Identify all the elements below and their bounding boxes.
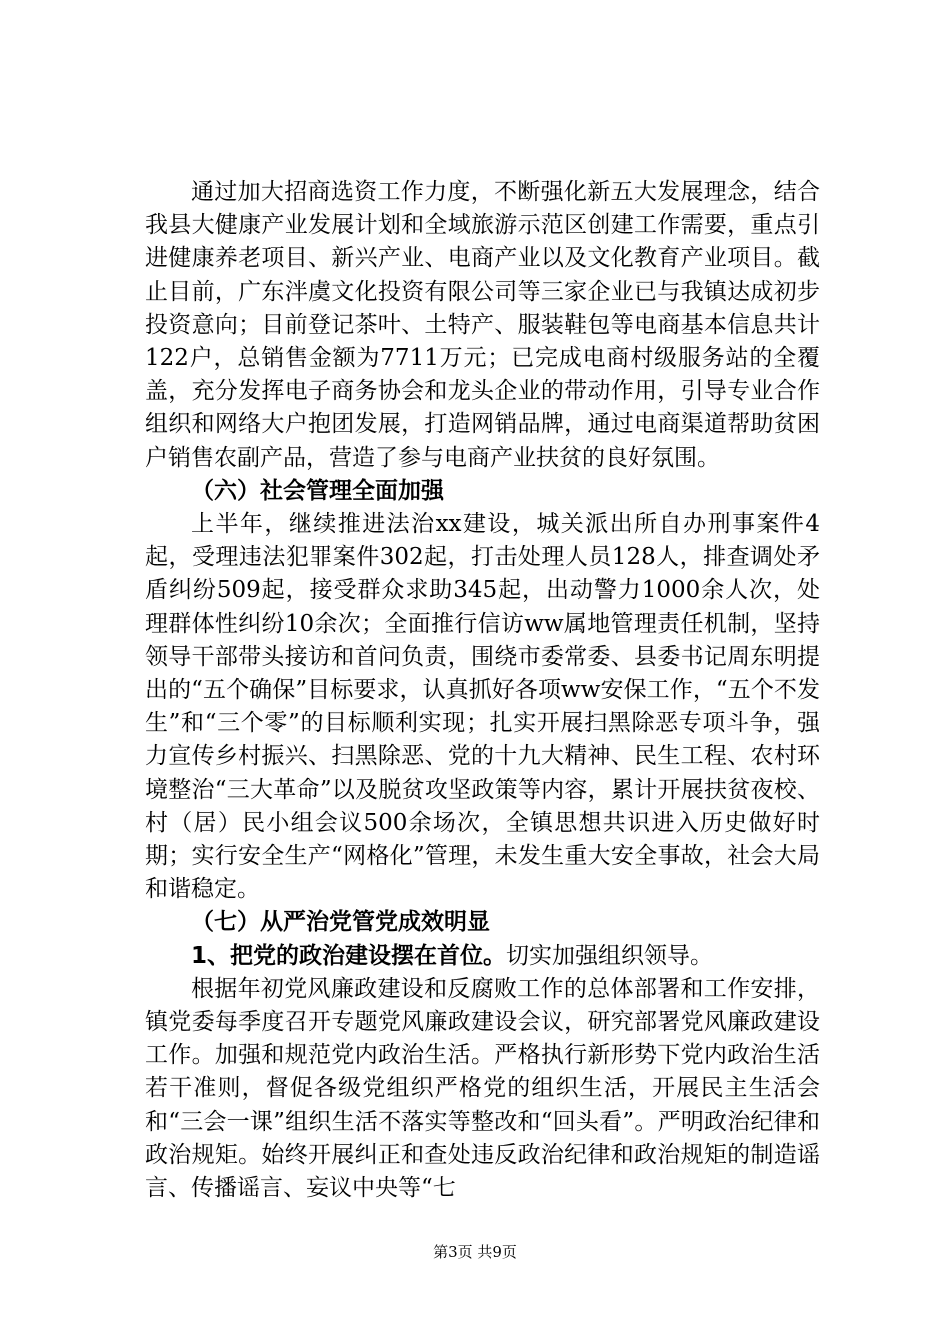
sub-heading-1-bold: 1、把党的政治建设摆在首位。 — [191, 942, 507, 969]
paragraph-social-management: 上半年，继续推进法治xx建设，城关派出所自办刑事案件4起，受理违法犯罪案件302起，打击处理人员128人，排查调处矛盾纠纷509起，接受群众求助345起，出动警力1000余人次，处理群体性纠纷10余次；全面推行信访ww属地管理责任机制，坚持领导干部带头接访和首问负责，围绕市委常委、县委书记周东明提出的“五个确保”目标要求，认真抓好各项ww安保工作，“五个不发生”和“三个零”的目标顺利实现；扎实开展扫黑除恶专项斗争，强力宣传乡村振兴、扫黑除恶、党的十九大精神、民生工程、农村环境整治“三大革命”以及脱贫攻坚政策等内容，累计开展扶贫夜校、村（居）民小组会议500余场次，全镇思想共识进入历史做好时期；实行安全生产“网格化”管理，未发生重大安全事故，社会大局和谐稳定。 — [145, 511, 820, 903]
section-heading-7: （七）从严治党管党成效明显 — [191, 909, 490, 936]
paragraph-investment: 通过加大招商选资工作力度，不断强化新五大发展理念，结合我县大健康产业发展计划和全域旅游示范区创建工作需要，重点引进健康养老项目、新兴产业、电商产业以及文化教育产业项目。截止目前，广东泮虞文化投资有限公司等三家企业已与我镇达成初步投资意向；目前登记茶叶、土特产、服装鞋包等电商基本信息共计122户，总销售金额为7711万元；已完成电商村级服务站的全覆盖，充分发挥电子商务协会和龙头企业的带动作用，引导专业合作组织和网络大户抱团发展，打造网销品牌，通过电商渠道帮助贫困户销售农副产品，营造了参与电商产业扶贫的良好氛围。 — [145, 179, 820, 471]
document-body — [145, 176, 820, 1205]
sub-heading-1 — [145, 940, 820, 973]
sub-heading-1-rest: 切实加强组织领导。 — [506, 942, 714, 969]
section-heading-6: （六）社会管理全面加强 — [191, 477, 444, 504]
page-footer: 第3页 共9页 — [433, 1243, 517, 1261]
paragraph-party-building: 根据年初党风廉政建设和反腐败工作的总体部署和工作安排，镇党委每季度召开专题党风廉政建设会议，研究部署党风廉政建设工作。加强和规范党内政治生活。严格执行新形势下党内政治生活若干准则，督促各级党组织严格党的组织生活，开展民主生活会和“三会一课”组织生活不落实等整改和“回头看”。严明政治纪律和政治规矩。始终开展纠正和查处违反政治纪律和政治规矩的制造谣言、传播谣言、妄议中央等“七 — [145, 975, 820, 1202]
